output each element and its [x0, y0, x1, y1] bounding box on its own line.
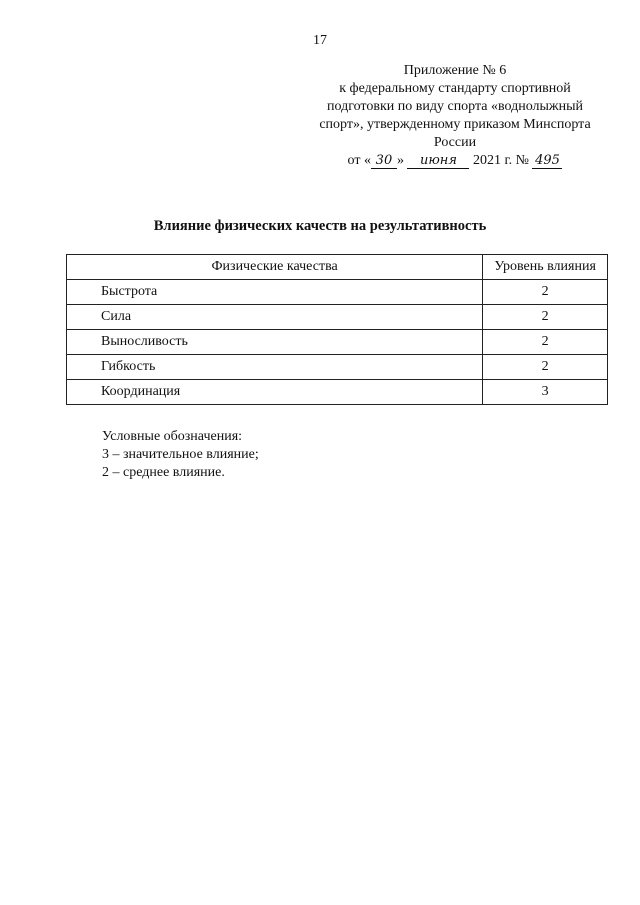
level-cell: 3 [483, 380, 608, 405]
appendix-title: Приложение № 6 [403, 63, 507, 78]
legend-item: 3 – значительное влияние; [102, 447, 259, 462]
quality-cell: Выносливость [67, 330, 483, 355]
appendix-header [300, 62, 610, 170]
order-number-handwritten: 495 [532, 154, 562, 169]
appendix-line-1: к федеральному стандарту спортивной [339, 81, 571, 96]
order-prefix: от « [347, 153, 371, 168]
header-level: Уровень влияния [483, 255, 608, 280]
appendix-line-3: спорт», утвержденному приказом Минспорта [319, 117, 591, 132]
order-line [300, 152, 610, 170]
page-number: 17 [313, 33, 327, 48]
table-row [67, 330, 608, 355]
legend-item: 2 – среднее влияние. [102, 465, 225, 480]
quality-cell: Быстрота [67, 280, 483, 305]
order-day-handwritten: 30 [371, 154, 397, 169]
level-cell: 2 [483, 330, 608, 355]
appendix-line-2: подготовки по виду спорта «воднолыжный [327, 99, 583, 114]
level-cell: 2 [483, 280, 608, 305]
legend [102, 428, 259, 482]
section-title: Влияние физических качеств на результативность [153, 218, 487, 234]
appendix-line-4: России [433, 135, 477, 150]
level-cell: 2 [483, 305, 608, 330]
table-row [67, 280, 608, 305]
table-row [67, 380, 608, 405]
order-year: 2021 г. № [472, 153, 529, 168]
table-row [67, 305, 608, 330]
influence-table [66, 254, 608, 405]
table-row [67, 355, 608, 380]
quality-cell: Сила [67, 305, 483, 330]
table-header-row [67, 255, 608, 280]
level-cell: 2 [483, 355, 608, 380]
quality-cell: Координация [67, 380, 483, 405]
legend-title: Условные обозначения: [102, 429, 243, 444]
header-quality: Физические качества [67, 255, 483, 280]
quality-cell: Гибкость [67, 355, 483, 380]
order-mid: » [396, 153, 404, 168]
order-month-handwritten: июня [407, 154, 469, 169]
